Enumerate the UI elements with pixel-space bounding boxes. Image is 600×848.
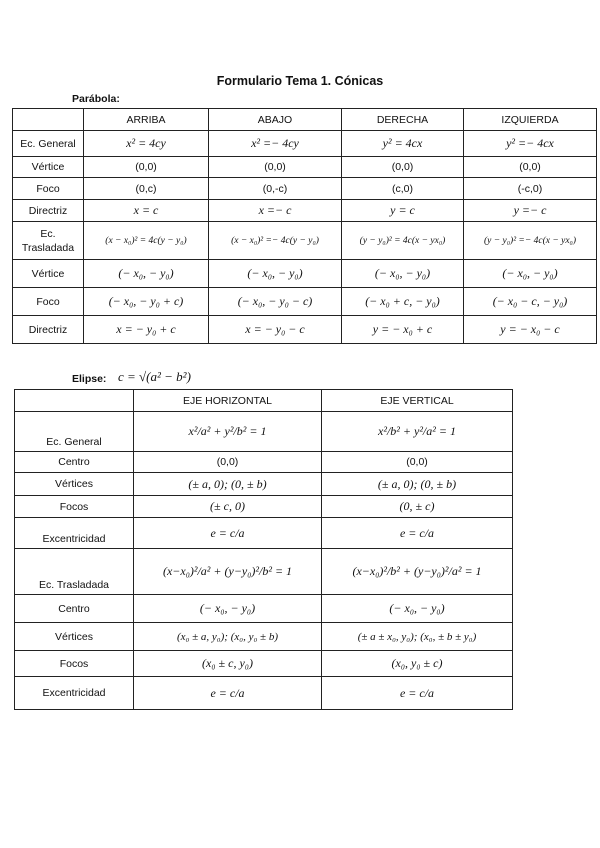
cell: (± c, 0) [134, 496, 322, 518]
row-label: Excentricidad [15, 518, 134, 549]
cell: y =− c [464, 200, 597, 222]
cell: (x−x₀)²/b² + (y−y₀)²/a² = 1 [322, 549, 513, 595]
cell: x²/a² + y²/b² = 1 [134, 412, 322, 452]
cell: (x₀ ± a, y₀); (x₀, y₀ ± b) [134, 623, 322, 651]
cell: x = − y₀ − c [209, 316, 342, 344]
cell: (± a, 0); (0, ± b) [322, 473, 513, 496]
cell: (x₀ ± c, y₀) [134, 651, 322, 677]
cell: y = − x₀ − c [464, 316, 597, 344]
parabola-row-foco [13, 178, 597, 200]
cell: (± a, 0); (0, ± b) [134, 473, 322, 496]
parabola-header-derecha: DERECHA [342, 109, 464, 131]
parabola-row-directriz [13, 200, 597, 222]
row-label: Directriz [13, 316, 84, 344]
cell: x² =− 4cy [209, 131, 342, 157]
parabola-header-arriba: ARRIBA [84, 109, 209, 131]
parabola-row-directriz-trasladada [13, 316, 597, 344]
elipse-row-centro-trasladado [15, 595, 513, 623]
elipse-row-excentricidad [15, 518, 513, 549]
row-label: Vértice [13, 260, 84, 288]
cell: (− x₀, − y₀) [134, 595, 322, 623]
cell: (− x₀, − y₀) [322, 595, 513, 623]
cell: (0,c) [84, 178, 209, 200]
parabola-label: Parábola: [72, 93, 120, 105]
cell: e = c/a [134, 518, 322, 549]
cell: (0,0) [464, 157, 597, 178]
cell: (± a ± x₀, y₀); (x₀, ± b ± y₀) [322, 623, 513, 651]
elipse-row-focos-trasladados [15, 651, 513, 677]
row-label: Vértices [15, 623, 134, 651]
parabola-row-foco-trasladado [13, 288, 597, 316]
parabola-header-row [13, 109, 597, 131]
row-label: Centro [15, 452, 134, 473]
parabola-header-abajo: ABAJO [209, 109, 342, 131]
cell: (x−x₀)²/a² + (y−y₀)²/b² = 1 [134, 549, 322, 595]
cell: (0,0) [322, 452, 513, 473]
row-label: Foco [13, 288, 84, 316]
cell: (0,-c) [209, 178, 342, 200]
cell: (-c,0) [464, 178, 597, 200]
cell: (− x₀ + c, − y₀) [342, 288, 464, 316]
elipse-row-ec-trasladada [15, 549, 513, 595]
cell: y² =− 4cx [464, 131, 597, 157]
cell: y = − x₀ + c [342, 316, 464, 344]
cell: (− x₀, − y₀ + c) [84, 288, 209, 316]
row-label: Ec. General [15, 412, 134, 452]
parabola-row-vertice-trasladado [13, 260, 597, 288]
row-label: Centro [15, 595, 134, 623]
cell: (0,0) [134, 452, 322, 473]
parabola-row-ec-trasladada [13, 222, 597, 260]
row-label: Ec. Trasladada [15, 549, 134, 595]
cell: x = − y₀ + c [84, 316, 209, 344]
parabola-header-empty [13, 109, 84, 131]
cell: y = c [342, 200, 464, 222]
cell: (0,0) [84, 157, 209, 178]
cell: (y − y₀)² = 4c(x − yx₀) [342, 222, 464, 260]
cell: x = c [84, 200, 209, 222]
cell: (x₀, y₀ ± c) [322, 651, 513, 677]
parabola-header-izquierda: IZQUIERDA [464, 109, 597, 131]
cell: x =− c [209, 200, 342, 222]
elipse-c-formula: c = √(a² − b²) [118, 369, 191, 384]
elipse-row-ec-general [15, 412, 513, 452]
row-label: Ec. Trasladada [13, 222, 84, 260]
cell: (0,0) [209, 157, 342, 178]
cell: (y − y₀)² =− 4c(x − yx₀) [464, 222, 597, 260]
elipse-row-excentricidad-trasladada [15, 677, 513, 710]
cell: (− x₀, − y₀) [342, 260, 464, 288]
row-label: Vértice [13, 157, 84, 178]
elipse-table [14, 389, 513, 710]
cell: (x − x₀)² =− 4c(y − y₀) [209, 222, 342, 260]
cell: (− x₀, − y₀ − c) [209, 288, 342, 316]
elipse-row-vertices [15, 473, 513, 496]
cell: (x − x₀)² = 4c(y − y₀) [84, 222, 209, 260]
elipse-header-vertical: EJE VERTICAL [322, 390, 513, 412]
elipse-row-vertices-trasladados [15, 623, 513, 651]
row-label: Excentricidad [15, 677, 134, 710]
cell: e = c/a [322, 518, 513, 549]
cell: y² = 4cx [342, 131, 464, 157]
cell: (− x₀, − y₀) [464, 260, 597, 288]
cell: x² = 4cy [84, 131, 209, 157]
cell: (0, ± c) [322, 496, 513, 518]
parabola-row-ec-general [13, 131, 597, 157]
cell: e = c/a [134, 677, 322, 710]
elipse-header-horizontal: EJE HORIZONTAL [134, 390, 322, 412]
cell: x²/b² + y²/a² = 1 [322, 412, 513, 452]
cell: (− x₀, − y₀) [209, 260, 342, 288]
row-label: Ec. General [13, 131, 84, 157]
cell: (− x₀, − y₀) [84, 260, 209, 288]
row-label: Focos [15, 651, 134, 677]
parabola-row-vertice [13, 157, 597, 178]
page-title: Formulario Tema 1. Cónicas [216, 74, 384, 88]
cell: (0,0) [342, 157, 464, 178]
elipse-header-row [15, 390, 513, 412]
row-label: Focos [15, 496, 134, 518]
row-label: Directriz [13, 200, 84, 222]
row-label: Foco [13, 178, 84, 200]
parabola-table [12, 108, 597, 344]
row-label: Vértices [15, 473, 134, 496]
elipse-header-empty [15, 390, 134, 412]
cell: (− x₀ − c, − y₀) [464, 288, 597, 316]
elipse-row-focos [15, 496, 513, 518]
cell: e = c/a [322, 677, 513, 710]
elipse-row-centro [15, 452, 513, 473]
cell: (c,0) [342, 178, 464, 200]
elipse-label: Elipse: [72, 373, 107, 385]
